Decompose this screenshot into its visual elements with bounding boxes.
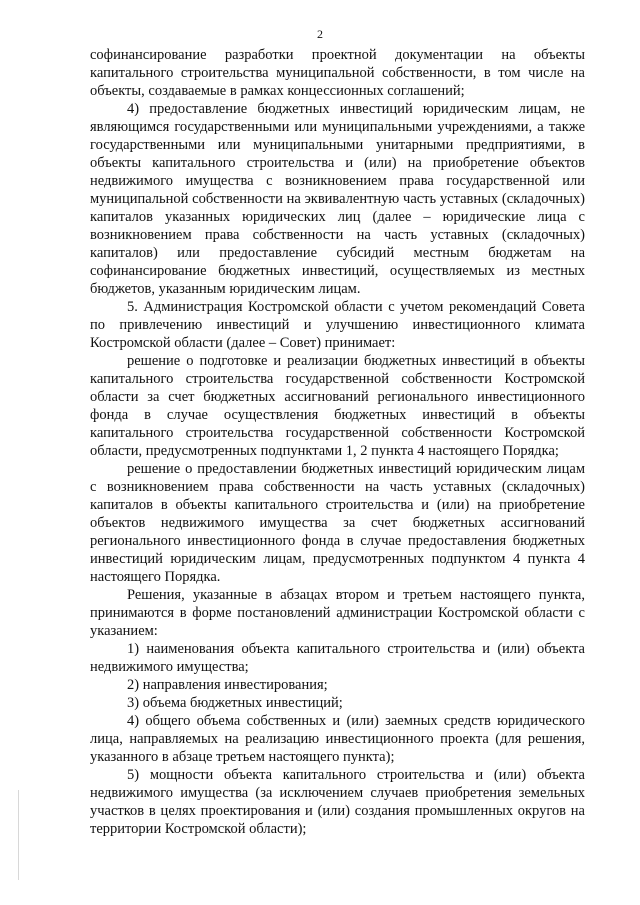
- list-item: 4) общего объема собственных и (или) заемных средств юридического лица, направляемых на реализацию инвестиционного проекта (для решения, указанного в абзаце третьем настоящего пункта);: [90, 713, 585, 765]
- page-number: 2: [317, 27, 323, 41]
- paragraph: софинансирование разработки проектной документации на объекты капитального строительства муниципальной собственности, в том числе на объекты, создаваемые в рамках концессионных соглашений;: [90, 47, 585, 99]
- list-item: 3) объема бюджетных инвестиций;: [127, 695, 343, 711]
- paragraph: решение о подготовке и реализации бюджетных инвестиций в объекты капитального строительства государственной собственности Костромской области за счет бюджетных ассигнований регионального инвестиционного фонда в случае осуществления бюджетных инвестиций в объекты капитального строительства государственной собственности Костромской области, предусмотренных подпунктами 1, 2 пункта 4 настоящего Порядка;: [90, 353, 585, 459]
- paragraph: 4) предоставление бюджетных инвестиций юридическим лицам, не являющимся государственными или муниципальными учреждениями, а также государственными или муниципальными унитарными предприятиями, в объекты капитального строительства и (или) на приобретение объектов недвижимого имущества с возникновением права государственной или муниципальной собственности на эквивалентную часть уставных (складочных) капиталов указанных юридических лиц (далее – юридические лица с возникновением права собственности на часть уставных (складочных) капиталов) или предоставление субсидий местным бюджетам на софинансирование бюджетных инвестиций, осуществляемых из местных бюджетов, указанным юридическим лицам.: [90, 101, 585, 297]
- list-item: 5) мощности объекта капитального строительства и (или) объекта недвижимого имущества (за исключением случаев приобретения земельных участков в целях проектирования и (или) создания промышленных округов на территории Костромской области);: [90, 767, 585, 837]
- scan-edge-line: [18, 790, 19, 880]
- list-item: 1) наименования объекта капитального строительства и (или) объекта недвижимого имущества;: [90, 641, 585, 675]
- paragraph: Решения, указанные в абзацах втором и третьем настоящего пункта, принимаются в форме постановлений администрации Костромской области с указанием:: [90, 587, 585, 639]
- paragraph: 5. Администрация Костромской области с учетом рекомендаций Совета по привлечению инвестиций и улучшению инвестиционного климата Костромской области (далее – Совет) принимает:: [90, 299, 585, 351]
- document-body: [90, 46, 585, 838]
- paragraph: решение о предоставлении бюджетных инвестиций юридическим лицам с возникновением права собственности на часть уставных (складочных) капиталов в объекты капитального строительства и (или) на приобретение объектов недвижимого имущества за счет бюджетных ассигнований регионального инвестиционного фонда в случае предоставления бюджетных инвестиций юридическим лицам, предусмотренных подпунктом 4 пункта 4 настоящего Порядка.: [90, 461, 585, 585]
- list-item: 2) направления инвестирования;: [127, 677, 328, 693]
